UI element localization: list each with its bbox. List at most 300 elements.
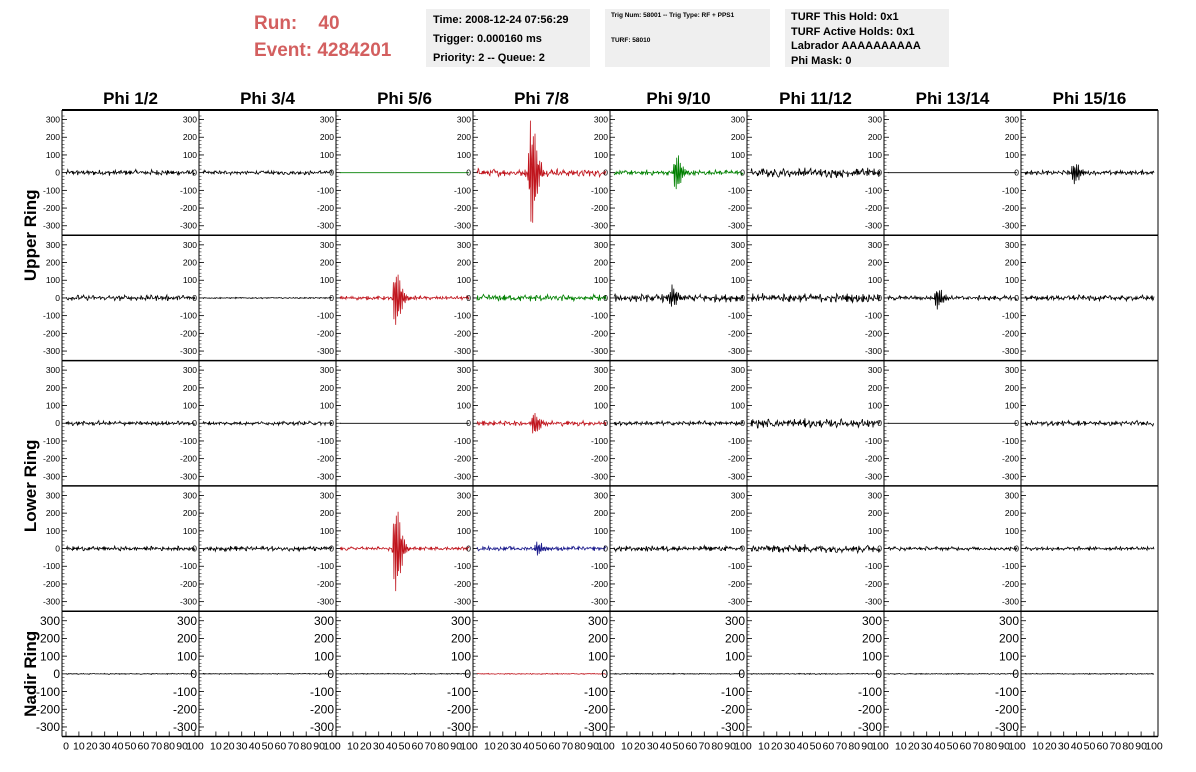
ring-label: Lower Ring: [21, 439, 40, 533]
y-tick-label: -200: [309, 702, 334, 717]
y-tick-label: 0: [1014, 292, 1019, 303]
y-tick-label: 0: [192, 292, 197, 303]
y-tick-label: 100: [456, 400, 471, 411]
x-tick-label: 100: [871, 740, 889, 753]
y-tick-label: -200: [316, 578, 334, 589]
y-tick-label: 100: [182, 400, 197, 411]
y-tick-label: 100: [861, 649, 882, 664]
y-tick-label: 0: [329, 543, 334, 554]
x-tick-label: 90: [724, 740, 736, 753]
y-tick-label: 100: [182, 525, 197, 536]
y-tick-label: -100: [179, 310, 197, 321]
x-tick-label: 90: [176, 740, 188, 753]
y-tick-label: 100: [456, 525, 471, 536]
y-tick-label: 300: [730, 239, 745, 250]
y-tick-label: -200: [179, 453, 197, 464]
y-tick-label: 300: [867, 365, 882, 376]
waveform-trace: [1025, 547, 1154, 551]
x-tick-label: 70: [972, 740, 985, 753]
y-tick-label: -100: [316, 185, 334, 196]
y-tick-label: 200: [1004, 132, 1019, 143]
y-tick-label: 300: [182, 490, 197, 501]
waveform-trace: [203, 673, 332, 674]
y-tick-label: -200: [727, 328, 745, 339]
y-tick-label: 100: [45, 400, 60, 411]
y-tick-label: 200: [313, 631, 334, 646]
y-tick-label: -300: [179, 471, 197, 482]
y-tick-label: 300: [730, 114, 745, 125]
y-tick-label: -300: [864, 346, 882, 357]
y-tick-label: 100: [593, 525, 608, 536]
x-tick-label: 70: [424, 740, 437, 753]
y-tick-label: -300: [590, 471, 608, 482]
priority-text: Priority: 2 -- Queue: 2: [433, 52, 545, 64]
x-tick-label: 80: [163, 740, 176, 753]
waveform-trace: [1025, 164, 1154, 184]
y-tick-label: -100: [446, 684, 471, 699]
y-tick-label: -300: [309, 720, 334, 735]
y-tick-label: 0: [192, 543, 197, 554]
y-tick-label: -200: [453, 328, 471, 339]
waveform-trace: [888, 290, 1017, 310]
waveform-trace: [66, 167, 197, 178]
x-tick-label: 40: [385, 740, 398, 753]
x-tick-label: 90: [450, 740, 462, 753]
y-tick-label: 300: [182, 239, 197, 250]
x-tick-label: 60: [411, 740, 424, 753]
y-tick-label: 100: [998, 649, 1019, 664]
y-tick-label: -100: [727, 310, 745, 321]
trigger-text: Trigger: 0.000160 ms: [433, 33, 542, 45]
y-tick-label: -300: [590, 596, 608, 607]
y-tick-label: 100: [724, 649, 745, 664]
event-label: Event:: [254, 40, 313, 61]
waveform-trace: [477, 542, 606, 556]
x-tick-label: 50: [946, 740, 959, 753]
y-tick-label: 200: [182, 257, 197, 268]
x-tick-label: 100: [597, 740, 615, 753]
y-tick-label: 100: [319, 400, 334, 411]
y-tick-label: 200: [593, 132, 608, 143]
x-tick-label: 10: [621, 740, 633, 753]
x-tick-label: 10: [73, 740, 85, 753]
y-tick-label: -200: [857, 702, 882, 717]
x-tick-label: 90: [861, 740, 873, 753]
y-tick-label: -300: [42, 471, 60, 482]
y-tick-label: 0: [877, 418, 882, 429]
y-tick-label: -200: [453, 203, 471, 214]
x-tick-label: 100: [186, 740, 204, 753]
y-tick-label: -100: [583, 684, 608, 699]
y-tick-label: -100: [42, 561, 60, 572]
waveform-trace: [751, 168, 880, 178]
y-tick-label: -300: [453, 596, 471, 607]
y-tick-label: -200: [994, 702, 1019, 717]
y-tick-label: 0: [740, 292, 745, 303]
y-tick-label: 200: [182, 132, 197, 143]
x-tick-label: 40: [111, 740, 124, 753]
y-tick-label: -300: [583, 720, 608, 735]
ring-label: Upper Ring: [21, 189, 40, 282]
y-tick-label: -300: [316, 471, 334, 482]
x-tick-label: 100: [1145, 740, 1163, 753]
y-tick-label: -200: [316, 203, 334, 214]
y-tick-label: -300: [864, 596, 882, 607]
y-tick-label: -200: [453, 578, 471, 589]
y-tick-label: 0: [877, 167, 882, 178]
waveform-trace: [1025, 673, 1154, 674]
waveform-trace: [66, 292, 197, 303]
turf-num-text: TURF: 58010: [611, 37, 651, 44]
y-tick-label: -300: [590, 220, 608, 231]
waveform-trace: [477, 121, 606, 223]
y-tick-label: 0: [466, 543, 471, 554]
y-tick-label: -300: [864, 471, 882, 482]
y-tick-label: -100: [720, 684, 745, 699]
y-tick-label: 0: [466, 167, 471, 178]
x-tick-label: 20: [359, 740, 372, 753]
y-tick-label: 0: [53, 667, 60, 682]
y-tick-label: -100: [727, 561, 745, 572]
x-tick-label: 90: [1135, 740, 1147, 753]
x-tick-label: 40: [1070, 740, 1083, 753]
y-tick-label: 100: [1004, 149, 1019, 160]
y-tick-label: 200: [1004, 382, 1019, 393]
y-tick-label: 200: [1004, 257, 1019, 268]
y-tick-label: -300: [720, 720, 745, 735]
waveform-trace: [614, 673, 743, 674]
x-tick-label: 50: [672, 740, 685, 753]
y-tick-label: -300: [42, 596, 60, 607]
y-tick-label: 300: [593, 114, 608, 125]
y-tick-label: -100: [1001, 435, 1019, 446]
y-tick-label: 300: [587, 613, 608, 628]
waveform-trace: [340, 512, 469, 591]
x-tick-label: 100: [1008, 740, 1026, 753]
x-tick-label: 40: [522, 740, 535, 753]
waveform-trace: [751, 544, 880, 553]
y-tick-label: -200: [179, 578, 197, 589]
turf-this-hold: TURF This Hold: 0x1: [791, 11, 899, 23]
y-tick-label: 300: [1004, 239, 1019, 250]
y-tick-label: 0: [738, 667, 745, 682]
x-tick-label: 100: [323, 740, 341, 753]
x-tick-label: 60: [548, 740, 561, 753]
y-tick-label: 0: [466, 418, 471, 429]
y-tick-label: 200: [867, 382, 882, 393]
y-tick-label: 100: [319, 149, 334, 160]
column-header: Phi 15/16: [1052, 89, 1127, 108]
y-tick-label: 200: [867, 132, 882, 143]
x-tick-label: 60: [685, 740, 698, 753]
x-tick-label: 20: [770, 740, 783, 753]
y-tick-label: -100: [316, 435, 334, 446]
y-tick-label: 200: [998, 631, 1019, 646]
x-tick-label: 30: [920, 740, 933, 753]
y-tick-label: 0: [1012, 667, 1019, 682]
y-tick-label: -200: [172, 702, 197, 717]
y-tick-label: -300: [179, 346, 197, 357]
y-tick-label: -300: [316, 220, 334, 231]
y-tick-label: -100: [453, 185, 471, 196]
x-tick-label: 70: [150, 740, 163, 753]
y-tick-label: -100: [864, 310, 882, 321]
y-tick-label: -300: [446, 720, 471, 735]
y-tick-label: 300: [861, 613, 882, 628]
y-tick-label: 200: [730, 132, 745, 143]
column-header: Phi 5/6: [377, 89, 432, 108]
x-tick-label: 40: [248, 740, 261, 753]
waveform-trace: [66, 546, 195, 551]
y-tick-label: -300: [727, 596, 745, 607]
y-tick-label: 100: [587, 649, 608, 664]
x-tick-label: 30: [1057, 740, 1070, 753]
y-tick-label: 200: [456, 257, 471, 268]
waveform-trace: [1025, 295, 1154, 301]
y-tick-label: -100: [35, 684, 60, 699]
x-tick-label: 10: [758, 740, 770, 753]
y-tick-label: -200: [42, 453, 60, 464]
x-tick-label: 60: [959, 740, 972, 753]
waveform-trace: [477, 413, 606, 433]
y-tick-label: -300: [1001, 596, 1019, 607]
x-tick-label: 40: [659, 740, 672, 753]
y-tick-label: -100: [453, 435, 471, 446]
y-tick-label: -300: [1001, 220, 1019, 231]
y-tick-label: 200: [724, 631, 745, 646]
y-tick-label: 200: [176, 631, 197, 646]
y-tick-label: 200: [182, 382, 197, 393]
waveform-trace: [614, 421, 743, 426]
y-tick-label: 300: [593, 365, 608, 376]
y-tick-label: -100: [309, 684, 334, 699]
turf-active-holds: TURF Active Holds: 0x1: [791, 25, 915, 38]
y-tick-label: 200: [730, 382, 745, 393]
y-tick-label: -200: [720, 702, 745, 717]
y-tick-label: 200: [319, 382, 334, 393]
y-tick-label: 200: [450, 631, 471, 646]
y-tick-label: 200: [45, 257, 60, 268]
x-tick-label: 80: [985, 740, 998, 753]
x-tick-label: 30: [783, 740, 796, 753]
y-tick-label: 300: [176, 613, 197, 628]
x-tick-label: 10: [347, 740, 359, 753]
y-tick-label: -300: [590, 346, 608, 357]
y-tick-label: 300: [730, 490, 745, 501]
waveform-trace: [477, 294, 606, 301]
y-tick-label: 300: [867, 490, 882, 501]
waveform-trace: [66, 421, 195, 426]
x-tick-label: 30: [646, 740, 659, 753]
y-tick-label: -100: [42, 435, 60, 446]
y-tick-label: 300: [319, 114, 334, 125]
y-tick-label: 0: [327, 667, 334, 682]
y-tick-label: 200: [39, 631, 60, 646]
y-tick-label: -200: [316, 328, 334, 339]
y-tick-label: -200: [35, 702, 60, 717]
waveform-trace: [614, 543, 745, 554]
x-tick-label: 60: [137, 740, 150, 753]
x-tick-label: 10: [210, 740, 222, 753]
y-tick-label: 300: [456, 365, 471, 376]
y-tick-label: -100: [994, 684, 1019, 699]
y-tick-label: -100: [590, 310, 608, 321]
x-tick-label: 60: [274, 740, 287, 753]
y-tick-label: -200: [1001, 203, 1019, 214]
y-tick-label: 300: [319, 239, 334, 250]
x-tick-label: 20: [496, 740, 509, 753]
y-tick-label: 0: [740, 543, 745, 554]
x-tick-label: 40: [796, 740, 809, 753]
y-tick-label: 300: [182, 365, 197, 376]
y-tick-label: 100: [867, 275, 882, 286]
y-tick-label: 300: [724, 613, 745, 628]
y-tick-label: -100: [42, 185, 60, 196]
y-tick-label: -100: [316, 561, 334, 572]
y-tick-label: -100: [1001, 185, 1019, 196]
y-tick-label: -300: [453, 471, 471, 482]
y-tick-label: -300: [453, 220, 471, 231]
y-tick-label: 0: [740, 167, 745, 178]
waveform-trace: [340, 275, 469, 325]
y-tick-label: 300: [45, 114, 60, 125]
y-tick-label: -200: [727, 578, 745, 589]
y-tick-label: -100: [316, 310, 334, 321]
y-tick-label: -100: [179, 435, 197, 446]
column-header: Phi 7/8: [514, 89, 569, 108]
y-tick-label: -100: [590, 561, 608, 572]
x-tick-label: 60: [1096, 740, 1109, 753]
y-tick-label: -200: [179, 328, 197, 339]
waveform-trace: [751, 293, 880, 302]
y-tick-label: 0: [192, 167, 197, 178]
y-tick-label: -300: [35, 720, 60, 735]
y-tick-label: 100: [1004, 400, 1019, 411]
y-tick-label: 100: [456, 275, 471, 286]
x-tick-label: 20: [633, 740, 646, 753]
y-tick-label: 0: [603, 543, 608, 554]
ring-label: Nadir Ring: [21, 630, 40, 717]
waveform-trace: [614, 155, 743, 189]
y-tick-label: -100: [727, 185, 745, 196]
y-tick-label: 100: [456, 149, 471, 160]
x-tick-label: 80: [848, 740, 861, 753]
y-tick-label: 300: [456, 239, 471, 250]
y-tick-label: -200: [1001, 578, 1019, 589]
x-tick-label: 60: [822, 740, 835, 753]
y-tick-label: 0: [329, 292, 334, 303]
y-tick-label: 300: [39, 613, 60, 628]
y-tick-label: -100: [172, 684, 197, 699]
y-tick-label: 0: [877, 543, 882, 554]
y-tick-label: -300: [172, 720, 197, 735]
y-tick-label: 300: [450, 613, 471, 628]
y-tick-label: 0: [466, 292, 471, 303]
y-tick-label: 100: [176, 649, 197, 664]
y-tick-label: -100: [864, 435, 882, 446]
x-tick-label: 100: [734, 740, 752, 753]
y-tick-label: -300: [453, 346, 471, 357]
y-tick-label: 100: [730, 149, 745, 160]
y-tick-label: 200: [182, 508, 197, 519]
y-tick-label: -300: [994, 720, 1019, 735]
y-tick-label: -300: [864, 220, 882, 231]
y-tick-label: 100: [182, 149, 197, 160]
y-tick-label: 300: [730, 365, 745, 376]
waveform-trace: [203, 297, 332, 298]
y-tick-label: 300: [593, 490, 608, 501]
y-tick-label: 100: [1004, 275, 1019, 286]
x-tick-label: 20: [907, 740, 920, 753]
y-tick-label: -300: [857, 720, 882, 735]
y-tick-label: -100: [590, 435, 608, 446]
y-tick-label: 300: [45, 239, 60, 250]
phi-mask-text: Phi Mask: 0: [791, 54, 852, 67]
y-tick-label: 100: [867, 400, 882, 411]
y-tick-label: 0: [329, 167, 334, 178]
y-tick-label: 0: [464, 667, 471, 682]
y-tick-label: -200: [179, 203, 197, 214]
x-tick-label: 80: [437, 740, 450, 753]
x-tick-label: 0: [63, 740, 69, 753]
y-tick-label: 100: [867, 149, 882, 160]
y-tick-label: -200: [727, 453, 745, 464]
y-tick-label: 100: [45, 525, 60, 536]
y-tick-label: 100: [45, 275, 60, 286]
x-tick-label: 30: [509, 740, 522, 753]
y-tick-label: -200: [583, 702, 608, 717]
y-tick-label: 100: [593, 149, 608, 160]
waveform-trace: [888, 673, 1017, 674]
y-tick-label: 300: [998, 613, 1019, 628]
y-tick-label: -200: [316, 453, 334, 464]
run-label: Run:: [254, 13, 298, 34]
waveform-trace: [203, 546, 332, 551]
y-tick-label: 0: [603, 167, 608, 178]
y-tick-label: 300: [867, 239, 882, 250]
y-tick-label: -200: [590, 203, 608, 214]
x-tick-label: 50: [261, 740, 274, 753]
y-tick-label: -200: [446, 702, 471, 717]
y-tick-label: 300: [593, 239, 608, 250]
y-tick-label: -200: [453, 453, 471, 464]
column-header: Phi 3/4: [240, 89, 295, 108]
x-tick-label: 70: [698, 740, 711, 753]
y-tick-label: 100: [313, 649, 334, 664]
y-tick-label: -100: [179, 561, 197, 572]
x-tick-label: 50: [1083, 740, 1096, 753]
x-tick-label: 70: [287, 740, 300, 753]
x-tick-label: 30: [372, 740, 385, 753]
waveform-trace: [203, 421, 332, 425]
y-tick-label: -300: [727, 346, 745, 357]
y-tick-label: -300: [42, 346, 60, 357]
y-tick-label: -100: [179, 185, 197, 196]
y-tick-label: -200: [1001, 453, 1019, 464]
y-tick-label: -100: [857, 684, 882, 699]
waveform-trace: [751, 418, 880, 428]
y-tick-label: 200: [861, 631, 882, 646]
y-tick-label: -200: [864, 578, 882, 589]
y-tick-label: 200: [1004, 508, 1019, 519]
y-tick-label: 200: [456, 508, 471, 519]
y-tick-label: 0: [877, 292, 882, 303]
x-tick-label: 100: [460, 740, 478, 753]
y-tick-label: 200: [730, 508, 745, 519]
y-tick-label: -200: [864, 453, 882, 464]
waveform-trace: [888, 547, 1017, 551]
y-tick-label: 300: [867, 114, 882, 125]
